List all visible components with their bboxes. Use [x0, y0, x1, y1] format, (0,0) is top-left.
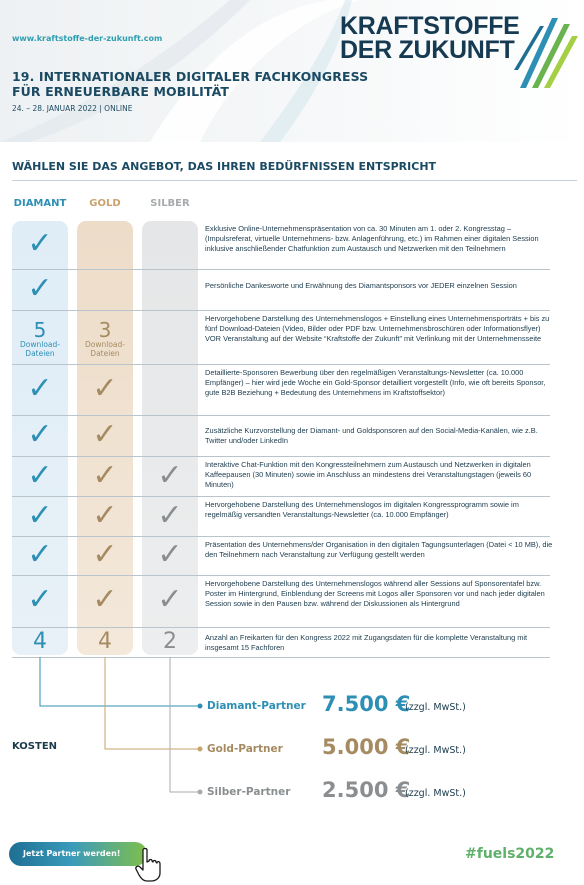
logo-line2: DER ZUKUNFT	[340, 36, 515, 64]
check-icon: ✓	[157, 498, 183, 533]
check-icon: ✓	[92, 582, 118, 617]
column-header-diamant: DIAMANT	[13, 198, 67, 209]
feature-3: Hervorgehobene Darstellung des Unternehmenslogos + Einstellung eines Unternehmensporträts + bis zu fünf Download-Dateien (Video, Bilder oder PDF bzw. Unternehmensbroschüren oder Informationsflyer) VOR Veranstaltung auf der Website “Kraftstoffe der Zukunft” mit Verlinkung mit der Unternehmensseite	[205, 314, 550, 343]
download-count: 5	[33, 318, 47, 342]
feature-6: Interaktive Chat-Funktion mit den Kongressteilnehmern zum Austausch und Netzwerken in digitalen Kaffeepausen (30 Minuten) sowie im Anschluss an mindestens drei Veranstaltungstagen (jeweils 60 Minuten)	[205, 460, 532, 489]
check-icon: ✓	[92, 498, 118, 533]
check-icon: ✓	[157, 582, 183, 617]
check-icon: ✓	[92, 371, 118, 406]
kongress-title-line1: 19. INTERNATIONALER DIGITALER FACHKONGRESS	[12, 69, 369, 84]
download-count: 3	[98, 318, 112, 342]
feature-7: Hervorgehobene Darstellung des Unternehmenslogos im digitalen Kongressprogramm sowie im regelmäßig versandten Veranstaltungs-Newsletter (ca. 10.000 Empfänger)	[205, 500, 519, 519]
download-label-line1: Download-	[85, 340, 125, 349]
price-diamant: 7.500 €	[322, 692, 411, 716]
check-icon: ✓	[27, 458, 53, 493]
feature-5: Zusätzliche Kurzvorstellung der Diamant- und Goldsponsoren auf den Social-Media-Kanälen, wie z.B. Twitter und/oder LinkedIn	[205, 426, 538, 445]
kosten-label: KOSTEN	[12, 741, 58, 752]
website-url[interactable]: www.kraftstoffe-der-zukunft.com	[12, 34, 163, 43]
price-label-gold: Gold-Partner	[207, 743, 283, 755]
download-label-line2: Dateien	[25, 349, 55, 358]
check-icon: ✓	[157, 458, 183, 493]
check-icon: ✓	[92, 417, 118, 452]
vat-note: (zzgl. MwSt.)	[405, 788, 466, 799]
partner-cta-button[interactable]: Jetzt Partner werden!	[9, 842, 147, 866]
vat-note: (zzgl. MwSt.)	[405, 745, 466, 756]
feature-9: Hervorgehobene Darstellung des Unternehmenslogos während aller Sessions auf Sponsorentafel bzw. Poster im Hintergrund, Einblendung der Screens mit Logos aller Sponsoren vor und nach jeder digitalen Session sowie in den Pausen bzw. während der Diskussionen als Hintergrund	[205, 579, 545, 608]
check-icon: ✓	[27, 417, 53, 452]
vat-note: (zzgl. MwSt.)	[405, 702, 466, 713]
feature-2: Persönliche Dankesworte und Erwähnung des Diamantsponsors vor JEDER einzelnen Session	[205, 281, 517, 290]
feature-4: Detaillierte-Sponsoren Bewerbung über den regelmäßigen Veranstaltungs-Newsletter (ca. 10.000 Empfänger) – hier wird jede Woche ein Gold-Sponsor detailliert vorgestellt (Info, wie oft bereits Sponsor, gute B2B Beziehung + Bedeutung des Unternehmens im Kraftstoffsektor)	[205, 368, 546, 397]
diamant-ticket-count: 4	[33, 629, 47, 654]
check-icon: ✓	[157, 537, 183, 572]
download-label-line2: Dateien	[90, 349, 120, 358]
check-icon: ✓	[27, 371, 53, 406]
download-label-line1: Download-	[20, 340, 60, 349]
silber-ticket-count: 2	[163, 629, 177, 654]
price-label-diamant: Diamant-Partner	[207, 700, 306, 712]
check-icon: ✓	[27, 498, 53, 533]
gold-ticket-count: 4	[98, 629, 112, 654]
hashtag: #fuels2022	[465, 846, 555, 862]
price-gold: 5.000 €	[322, 735, 411, 759]
check-icon: ✓	[92, 458, 118, 493]
column-header-gold: GOLD	[89, 198, 121, 209]
section-headline: WÄHLEN SIE DAS ANGEBOT, DAS IHREN BEDÜRFNISSEN ENTSPRICHT	[12, 160, 437, 173]
check-icon: ✓	[27, 537, 53, 572]
kongress-title-line2: FÜR ERNEUERBARE MOBILITÄT	[12, 84, 230, 99]
check-icon: ✓	[92, 537, 118, 572]
price-label-silber: Silber-Partner	[207, 786, 291, 798]
check-icon: ✓	[27, 582, 53, 617]
column-header-silber: SILBER	[150, 198, 190, 209]
check-icon: ✓	[27, 226, 53, 261]
feature-8: Präsentation des Unternehmens/der Organisation in den digitalen Tagungsunterlagen (Datei < 10 MB), die den Teilnehmern nach Veranstaltung zur Verfügung gestellt werden	[205, 540, 553, 559]
logo-line1: KRAFTSTOFFE	[340, 12, 520, 40]
event-date: 24. – 28. JANUAR 2022 | ONLINE	[12, 104, 133, 113]
hand-pointer-icon	[135, 848, 161, 882]
price-silber: 2.500 €	[322, 778, 411, 802]
check-icon: ✓	[27, 271, 53, 306]
feature-10: Anzahl an Freikarten für den Kongress 2022 mit Zugangsdaten für die komplette Veranstaltung mit insgesamt 15 Fachforen	[205, 633, 528, 652]
feature-1: Exklusive Online-Unternehmenspräsentation von ca. 30 Minuten am 1. oder 2. Kongresstag – (Impulsreferat, virtuelle Unternehmens- bzw. Anlagenführung, etc.) im Rahmen einer digitalen Session inklusive anschließender Chatfunktion zum Austausch und Netzwerken mit den Teilnehmern	[205, 224, 539, 253]
